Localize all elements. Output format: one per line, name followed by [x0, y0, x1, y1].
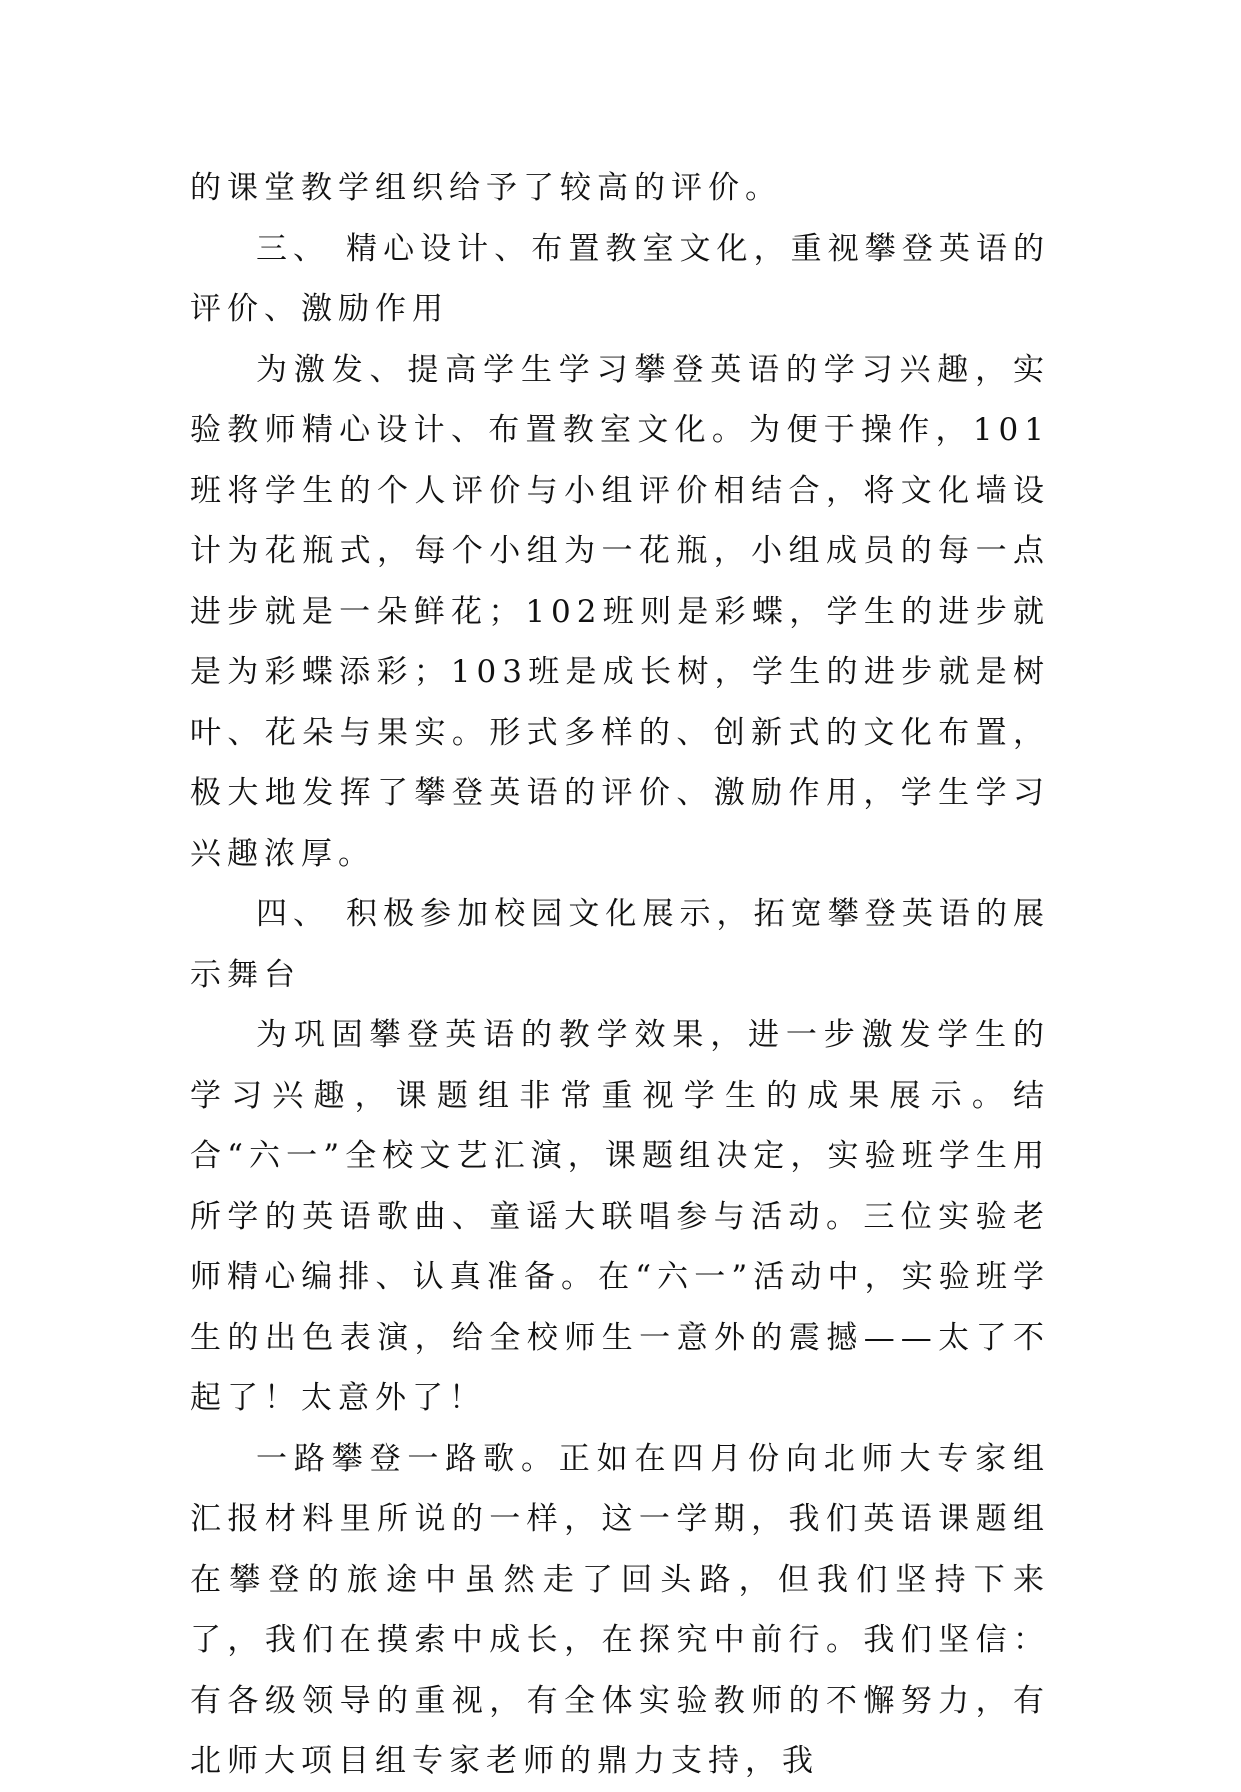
section-heading-3: 三、 精心设计、布置教室文化，重视攀登英语的评价、激励作用 [190, 230, 1050, 327]
paragraph-campus-show: 为巩固攀登英语的教学效果，进一步激发学生的学习兴趣，课题组非常重视学生的成果展示。结合“六一”全校文艺汇演，课题组决定，实验班学生用所学的英语歌曲、童谣大联唱参与活动。三位实验老师精心编排、认真准备。在“六一”活动中，实验班学生的出色表演，给全校师生一意外的震撼——太了不起了！太意外了！ [190, 1017, 1050, 1416]
paragraph-conclusion: 一路攀登一路歌。正如在四月份向北师大专家组汇报材料里所说的一样，这一学期，我们英语课题组在攀登的旅途中虽然走了回头路，但我们坚持下来了，我们在摸索中成长，在探究中前行。我们坚信：有各级领导的重视，有全体实验教师的不懈努力，有北师大项目组专家老师的鼎力支持，我 [190, 1440, 1050, 1779]
paragraph-continuation: 的课堂教学组织给予了较高的评价。 [190, 170, 782, 206]
paragraph-classroom-culture: 为激发、提高学生学习攀登英语的学习兴趣，实验教师精心设计、布置教室文化。为便于操作，101班将学生的个人评价与小组评价相结合，将文化墙设计为花瓶式，每个小组为一花瓶，小组成员的每一点进步就是一朵鲜花；102班则是彩蝶，学生的进步就是为彩蝶添彩；103班是成长树，学生的进步就是树叶、花朵与果实。形式多样的、创新式的文化布置，极大地发挥了攀登英语的评价、激励作用，学生学习兴趣浓厚。 [190, 351, 1050, 872]
document-body [190, 158, 1050, 1792]
section-heading-4: 四、 积极参加校园文化展示，拓宽攀登英语的展示舞台 [190, 896, 1050, 993]
